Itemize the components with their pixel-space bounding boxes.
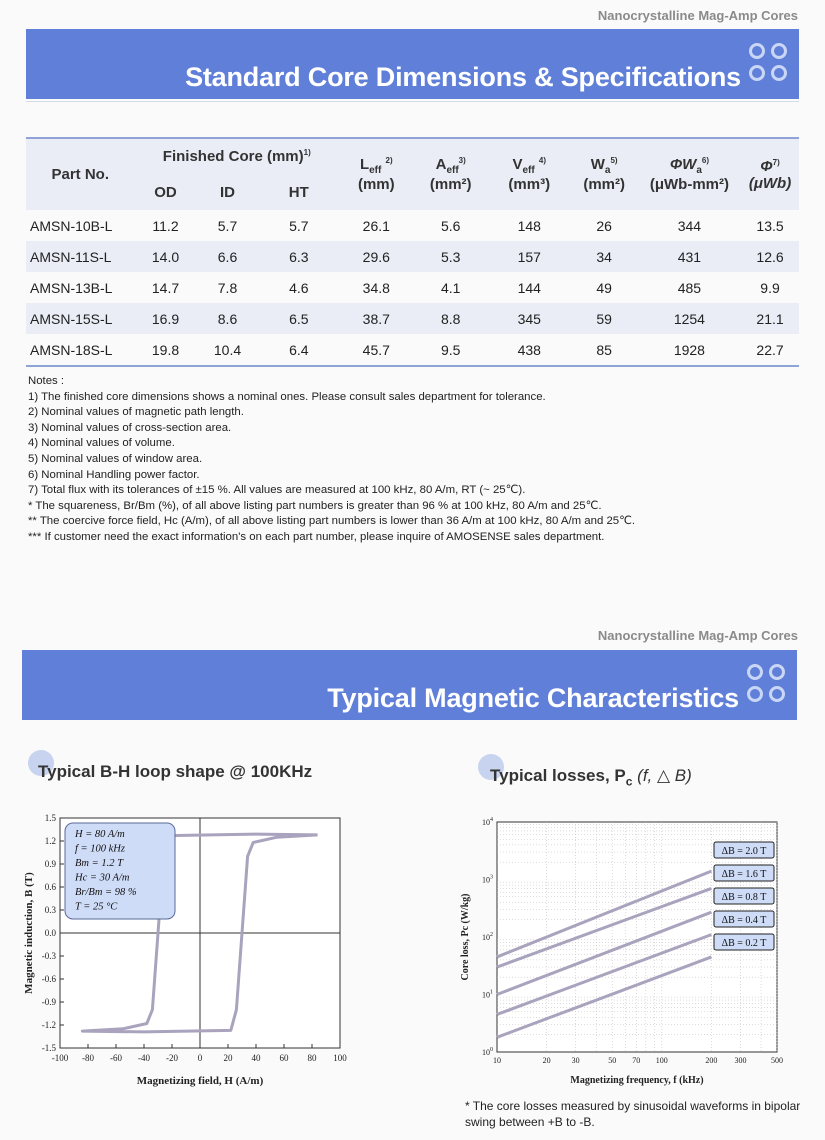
note-line: 3) Nominal values of cross-section area. <box>28 421 232 434</box>
parameter-line: Bm = 1.2 T <box>75 858 123 869</box>
note-line: ** The coercive force field, Hc (A/m), of all above listing part numbers is lower than 36 A/m at 100 kHz, 80 A/m and 25℃. <box>28 515 636 528</box>
y-tick-label: 1.5 <box>44 813 56 823</box>
decorative-circles-icon <box>747 664 791 708</box>
table-cell: 5.7 <box>289 217 309 234</box>
note-line: * The squareness, Br/Bm (%), of all above listing part numbers is greater than 96 % at 100 kHz, 80 A/m and 25℃. <box>28 499 602 512</box>
y-tick-label: -0.3 <box>41 951 56 961</box>
table-cell: 7.8 <box>217 279 238 296</box>
table-cell: 4.1 <box>440 279 461 296</box>
y-tick-label: 0.0 <box>44 928 56 938</box>
x-tick-label: -20 <box>166 1053 178 1063</box>
y-tick-label: 0.6 <box>44 882 56 892</box>
table-cell: 431 <box>677 248 702 265</box>
table-cell: 144 <box>517 279 541 296</box>
part-number-cell: AMSN-13B-L <box>30 279 113 296</box>
series-label: ΔB = 0.2 T <box>721 938 767 949</box>
spec-table <box>26 137 799 365</box>
table-cell: 13.5 <box>756 217 784 234</box>
x-tick-label: 100 <box>655 1056 668 1065</box>
header-wa: $W_a^{5)}$ (mm²) <box>571 138 638 210</box>
spec-table-body <box>26 210 799 365</box>
table-cell: 6.3 <box>289 248 309 265</box>
y-tick-label: $10^1$ <box>482 989 493 1000</box>
banner-title: Typical Magnetic Characteristics <box>327 683 739 713</box>
x-tick-label: 10 <box>493 1056 501 1065</box>
table-cell: 4.6 <box>289 279 309 296</box>
x-tick-label: 60 <box>279 1053 289 1063</box>
table-cell: 485 <box>677 279 702 296</box>
bh-heading: Typical B-H loop shape @ 100KHz <box>38 762 313 781</box>
table-row <box>26 334 799 365</box>
table-cell: 9.9 <box>760 279 780 296</box>
parameter-line: f = 100 kHz <box>75 843 125 855</box>
series-label: ΔB = 0.4 T <box>721 915 767 926</box>
table-cell: 8.6 <box>217 310 238 327</box>
note-line: 2) Nominal values of magnetic path length. <box>28 406 244 419</box>
y-tick-label: $10^0$ <box>482 1047 493 1057</box>
notes-block <box>28 374 635 546</box>
header-phi: $\Phi^{7)}$ (μWb) <box>741 138 799 210</box>
x-tick-label: 500 <box>771 1056 783 1065</box>
table-cell: 29.6 <box>362 248 390 265</box>
x-tick-label: -100 <box>51 1053 69 1063</box>
bh-loop-chart <box>18 808 358 1098</box>
y-tick-label: -0.9 <box>41 997 56 1007</box>
y-tick-label: $10^2$ <box>482 932 493 942</box>
table-cell: 438 <box>517 341 541 358</box>
y-tick-label: -0.6 <box>41 974 56 984</box>
x-axis-label: Magnetizing frequency, f (kHz) <box>570 1075 704 1086</box>
table-cell: 85 <box>596 341 612 358</box>
note-line: 6) Nominal Handling power factor. <box>28 468 200 481</box>
note-line: *** If customer need the exact information's on each part number, please inquire of AMOSENSE sales department. <box>28 530 605 543</box>
loss-footnote: * The core losses measured by sinusoidal waveforms in bipolar swing between +B to -B. <box>465 1099 801 1129</box>
y-tick-label: -1.5 <box>41 1043 56 1053</box>
parameter-line: T = 25 °C <box>75 901 118 913</box>
x-tick-label: 20 <box>542 1056 551 1065</box>
parameter-line: H = 80 A/m <box>75 829 125 840</box>
y-axis-label: Core loss, Pc (W/kg) <box>460 893 471 981</box>
table-cell: 6.6 <box>217 248 238 265</box>
series-label: ΔB = 1.6 T <box>721 869 767 880</box>
note-line: 4) Nominal values of volume. <box>28 437 175 450</box>
table-cell: 5.7 <box>217 217 238 234</box>
header-leff: $L_{eff}$ $^{2)}$ (mm) <box>339 138 413 210</box>
note-line: 5) Nominal values of window area. <box>28 452 203 465</box>
table-cell: 1254 <box>673 310 705 327</box>
x-tick-label: 50 <box>608 1056 617 1065</box>
table-cell: 16.9 <box>151 310 180 327</box>
part-number-cell: AMSN-18S-L <box>30 341 113 358</box>
table-row <box>26 272 799 303</box>
table-cell: 1928 <box>673 341 705 358</box>
x-axis-label: Magnetizing field, H (A/m) <box>136 1075 264 1087</box>
table-cell: 11.2 <box>152 217 179 234</box>
x-tick-label: 70 <box>632 1056 641 1065</box>
table-row <box>26 303 799 334</box>
header-id: ID <box>220 183 235 201</box>
table-cell: 5.6 <box>440 217 461 234</box>
table-cell: 34 <box>596 248 612 265</box>
part-number-cell: AMSN-15S-L <box>30 310 113 327</box>
part-number-cell: AMSN-11S-L <box>30 248 112 265</box>
top-subtitle: Nanocrystalline Mag-Amp Cores <box>597 8 798 23</box>
x-tick-label: 0 <box>197 1053 203 1063</box>
table-cell: 8.8 <box>440 310 461 327</box>
header-od: OD <box>154 183 177 201</box>
table-cell: 14.0 <box>151 248 180 265</box>
y-axis-label: Magnetic induction, B (T) <box>23 872 35 994</box>
header-veff: $V_{eff}$ $^{4)}$ (mm³) <box>488 138 571 210</box>
header-part-no: Part No. <box>26 138 135 210</box>
y-tick-label: 0.3 <box>44 905 56 915</box>
banner-title: Standard Core Dimensions & Specifications <box>185 62 741 92</box>
x-tick-label: 20 <box>223 1053 233 1063</box>
table-cell: 26 <box>596 217 612 234</box>
decorative-circles-icon <box>749 43 793 87</box>
note-line: 1) The finished core dimensions shows a nominal ones. Please consult sales department for tolerance. <box>28 390 546 403</box>
table-cell: 157 <box>517 248 541 265</box>
header-ht: HT <box>288 183 309 201</box>
table-cell: 26.1 <box>362 217 390 234</box>
x-tick-label: -80 <box>82 1053 94 1063</box>
parameter-line: Br/Bm = 98 % <box>75 887 137 898</box>
header-phi-wa: $\Phi W_a^{6)}$ (μWb-mm²) <box>638 138 741 210</box>
x-tick-label: 200 <box>705 1056 718 1065</box>
part-number-cell: AMSN-10B-L <box>30 217 113 234</box>
parameter-line: Hc = 30 A/m <box>75 872 130 884</box>
y-tick-label: $10^4$ <box>482 817 493 827</box>
table-cell: 6.4 <box>289 341 309 358</box>
table-cell: 148 <box>517 217 541 234</box>
loss-heading: Typical losses, $P_c$ (f, △ B) <box>490 766 692 789</box>
header-aeff: $A_{eff}^{3)}$ (mm²) <box>414 138 488 210</box>
table-cell: 12.6 <box>756 248 784 265</box>
divider <box>26 101 799 102</box>
series-label: ΔB = 0.8 T <box>721 892 767 903</box>
note-line: Notes : <box>28 375 65 387</box>
banner-magnetic-characteristics <box>22 650 797 720</box>
table-cell: 344 <box>677 217 702 234</box>
x-tick-label: 30 <box>571 1056 580 1065</box>
y-tick-label: $10^3$ <box>482 874 493 885</box>
series-label: ΔB = 2.0 T <box>721 846 767 857</box>
table-cell: 59 <box>596 310 612 327</box>
x-tick-label: 40 <box>251 1053 261 1063</box>
x-tick-label: -40 <box>138 1053 150 1063</box>
header-finished-core: Finished Core (mm)$^{1)}$ <box>135 138 340 174</box>
table-cell: 10.4 <box>213 341 242 358</box>
table-cell: 49 <box>596 279 612 296</box>
table-cell: 9.5 <box>440 341 461 358</box>
table-cell: 5.3 <box>440 248 461 265</box>
table-cell: 6.5 <box>289 310 309 327</box>
y-tick-label: 0.9 <box>44 859 56 869</box>
x-tick-label: 300 <box>734 1056 747 1065</box>
y-tick-label: 1.2 <box>44 836 56 846</box>
bottom-subtitle: Nanocrystalline Mag-Amp Cores <box>597 628 798 643</box>
table-cell: 34.8 <box>362 279 390 296</box>
y-tick-label: -1.2 <box>41 1020 56 1030</box>
table-row <box>26 241 799 272</box>
core-loss-chart <box>452 808 797 1093</box>
x-tick-label: -60 <box>110 1053 122 1063</box>
table-cell: 19.8 <box>151 341 180 358</box>
table-row <box>26 210 799 241</box>
banner-specifications <box>26 29 799 99</box>
table-cell: 22.7 <box>756 341 784 358</box>
note-line: 7) Total flux with its tolerances of ±15 %. All values are measured at 100 kHz, 80 A/m, RT (~ 25℃). <box>28 484 526 497</box>
table-cell: 45.7 <box>362 341 390 358</box>
table-cell: 14.7 <box>151 279 180 296</box>
table-bottom-rule <box>26 365 799 367</box>
table-cell: 21.1 <box>756 310 784 327</box>
x-tick-label: 80 <box>307 1053 317 1063</box>
x-tick-label: 100 <box>333 1053 347 1063</box>
table-cell: 38.7 <box>362 310 390 327</box>
table-cell: 345 <box>517 310 541 327</box>
